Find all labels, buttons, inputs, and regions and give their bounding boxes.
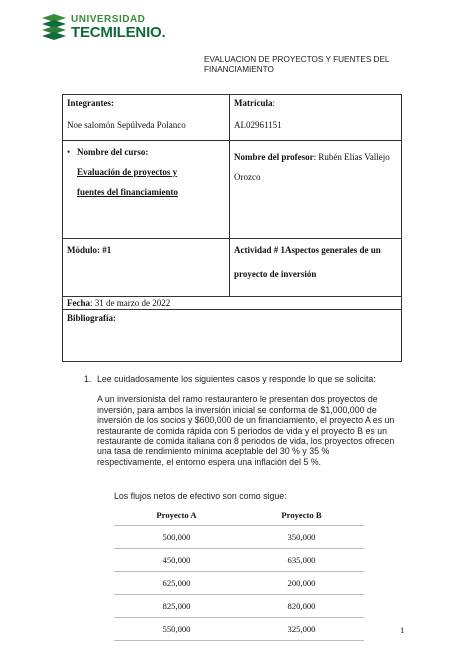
matricula-value: AL02961151 — [234, 120, 282, 130]
table-row — [114, 594, 364, 617]
profesor-label: Nombre del profesor — [234, 152, 314, 162]
header-proyecto-b: Proyecto B — [281, 510, 322, 520]
logo-tecmilenio-text: TECMILENIO. — [71, 24, 166, 41]
table-row — [114, 571, 364, 594]
fecha-cell — [63, 297, 402, 310]
table-row — [114, 617, 364, 641]
profesor-value: : Rubén Elías Vallejo Orozco — [234, 152, 390, 182]
bibliografia-label: Bibliografía: — [67, 313, 116, 323]
proyecto-a-value: 450,000 — [162, 555, 191, 565]
table-row — [114, 548, 364, 571]
flows-intro: Los flujos netos de efectivo son como sigue: — [114, 491, 287, 501]
bibliografia-cell — [63, 310, 402, 362]
matricula-cell: Matrícula: AL02961151 — [230, 95, 402, 141]
actividad-line1: Actividad # 1Aspectos generales de un — [234, 245, 381, 255]
proyecto-b-value: 350,000 — [287, 532, 316, 542]
proyecto-b-value: 820,000 — [287, 601, 316, 611]
question-item — [84, 374, 397, 467]
cash-flows-table — [114, 505, 364, 641]
actividad-cell — [230, 239, 402, 297]
cash-flows-header-row — [114, 505, 364, 525]
proyecto-b-value: 635,000 — [287, 555, 316, 565]
proyecto-a-value: 625,000 — [162, 578, 191, 588]
proyecto-b-value: 200,000 — [287, 578, 316, 588]
actividad-line2: proyecto de inversión — [234, 269, 317, 279]
header-proyecto-a: Proyecto A — [156, 510, 197, 520]
curso-cell — [63, 141, 230, 239]
fecha-value: : 31 de marzo de 2022 — [90, 298, 171, 308]
university-logo — [40, 12, 170, 42]
question-number: 1. — [84, 374, 92, 384]
student-info-table — [62, 94, 402, 362]
tecmilenio-logo-icon — [40, 12, 68, 40]
question-instruction: Lee cuidadosamente los siguientes casos y responde lo que se solicita: — [97, 374, 376, 384]
integrantes-value: Noe salomón Sepúlveda Polanco — [67, 120, 186, 130]
matricula-label: Matrícula — [234, 98, 273, 108]
curso-label: Nombre del curso: — [77, 147, 149, 157]
integrantes-cell — [63, 95, 230, 141]
profesor-cell — [230, 141, 402, 239]
table-row — [114, 525, 364, 548]
logo-university-text: UNIVERSIDAD — [71, 14, 146, 25]
bullet-icon: • — [67, 147, 71, 157]
document-title: EVALUACION DE PROYECTOS Y FUENTES DEL FINANCIAMIENTO — [204, 55, 390, 74]
integrantes-label: Integrantes: — [67, 98, 114, 108]
proyecto-a-value: 500,000 — [162, 532, 191, 542]
proyecto-b-value: 325,000 — [287, 624, 316, 634]
proyecto-a-value: 825,000 — [162, 601, 191, 611]
fecha-label: Fecha — [67, 298, 90, 308]
page-number: 1 — [400, 625, 405, 635]
curso-value-line1: Evaluación de proyectos y — [77, 167, 178, 177]
proyecto-a-value: 550,000 — [162, 624, 191, 634]
modulo-cell — [63, 239, 230, 297]
curso-value-line2: fuentes del financiamiento — [77, 187, 178, 197]
modulo-text: Módulo: #1 — [67, 245, 112, 255]
case-description: A un inversionista del ramo restaurantero le presentan dos proyectos de inversión, para ambos la inversión inicial se conforma de $1,000,000 de inversión de los socios y $600,000 de un financiamiento, el proyecto A es un restaurante de comida rápida con 5 periodos de vida y el proyecto B es un restaurante de comida italiana con 8 periodos de vida, los proyectos ofrecen una tasa de rendimiento mínima aceptable del 30 % y 35 % respectivamente, el entorno espera una inflación del 5 %. — [97, 394, 395, 467]
